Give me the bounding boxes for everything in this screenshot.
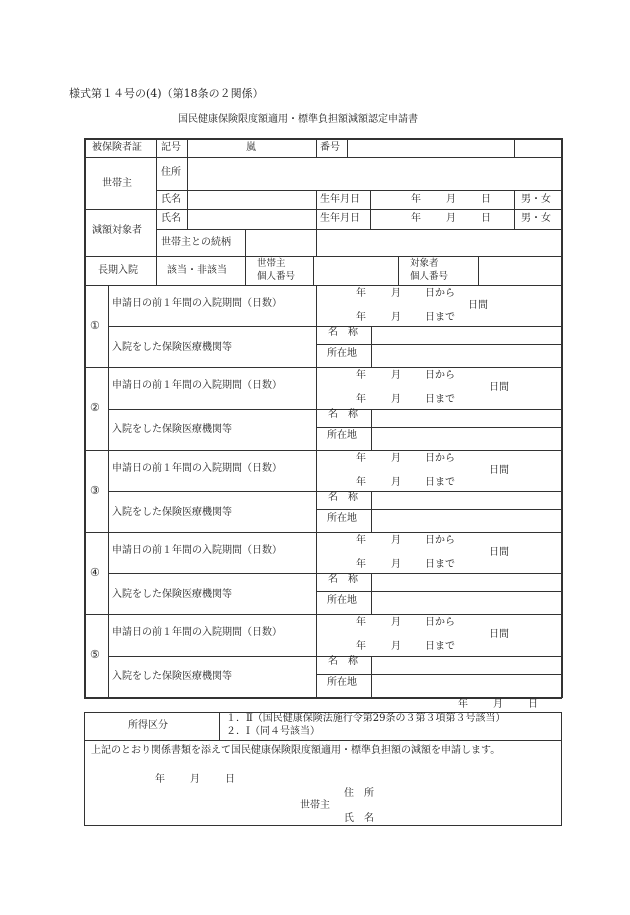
facility-label: 入院をした保険医療機関等: [112, 507, 232, 518]
income-label: 所得区分: [128, 720, 168, 731]
period-label: 申請日の前１年間の入院期間（日数）: [112, 627, 282, 638]
period-from-year: 年: [356, 453, 366, 464]
period-to-year: 年: [356, 641, 366, 652]
long-stay-label: 長期入院: [98, 265, 138, 276]
facility-location-label: 所在地: [327, 595, 357, 606]
sign-address-label: 住 所: [344, 788, 374, 799]
period-from-year: 年: [356, 288, 366, 299]
householder-gender[interactable]: 男・女: [521, 194, 551, 205]
form-number: 様式第１４号の(4)（第18条の２関係）: [69, 87, 264, 100]
period-to-month: 月: [391, 312, 401, 323]
householder-address-label: 住所: [161, 167, 181, 178]
block-number: ⑤: [90, 648, 100, 661]
period-days: 日間: [489, 629, 509, 640]
period-to: 日まで: [425, 477, 455, 488]
period-to: 日まで: [425, 559, 455, 570]
period-label: 申請日の前１年間の入院期間（日数）: [112, 380, 282, 391]
period-to: 日まで: [425, 641, 455, 652]
facility-location-label: 所在地: [327, 513, 357, 524]
target-id-label-2: 個人番号: [410, 271, 449, 282]
footer-date-year: 年: [458, 699, 468, 710]
period-to: 日まで: [425, 394, 455, 405]
target-gender[interactable]: 男・女: [521, 213, 551, 224]
period-from: 日から: [425, 535, 455, 546]
footer-date-day: 日: [528, 699, 538, 710]
period-label: 申請日の前１年間の入院期間（日数）: [112, 545, 282, 556]
householder-id-label-2: 個人番号: [257, 271, 296, 282]
period-to-month: 月: [391, 641, 401, 652]
declaration-text: 上記のとおり関係書類を添えて国民健康保険限度額適用・標準負担額の減額を申請します。: [91, 745, 501, 756]
period-from: 日から: [425, 370, 455, 381]
target-birth-month: 月: [446, 213, 456, 224]
period-days: 日間: [489, 547, 509, 558]
block-number: ②: [90, 401, 100, 414]
block-number: ①: [90, 319, 100, 332]
period-from-month: 月: [391, 617, 401, 628]
relation-label: 世帯主との続柄: [161, 237, 231, 248]
period-to-month: 月: [391, 477, 401, 488]
householder-birth-label: 生年月日: [320, 194, 360, 205]
block-number: ③: [90, 484, 100, 497]
facility-location-label: 所在地: [327, 677, 357, 688]
target-id-label-1: 対象者: [410, 258, 439, 269]
period-from-year: 年: [356, 617, 366, 628]
long-stay-applicable[interactable]: 該当・非該当: [167, 265, 227, 276]
facility-name-label: 名 称: [328, 327, 358, 338]
target-birth-day: 日: [481, 213, 491, 224]
page-title: 国民健康保険限度額適用・標準負担額減額認定申請書: [178, 114, 418, 125]
sign-month: 月: [190, 774, 200, 785]
target-birth-year: 年: [411, 213, 421, 224]
income-option-2[interactable]: ２．Ⅰ（同４号該当）: [226, 726, 320, 737]
target-label: 減額対象者: [92, 225, 142, 236]
period-from-month: 月: [391, 453, 401, 464]
period-to-month: 月: [391, 394, 401, 405]
target-name-label: 氏名: [161, 213, 181, 224]
income-option-1[interactable]: １．Ⅱ（国民健康保険法施行令第29条の３第３項第３号該当）: [226, 713, 506, 724]
period-from: 日から: [425, 288, 455, 299]
footer-date-month: 月: [493, 699, 503, 710]
period-to-month: 月: [391, 559, 401, 570]
period-from-year: 年: [356, 370, 366, 381]
period-days: 日間: [489, 382, 509, 393]
facility-label: 入院をした保険医療機関等: [112, 671, 232, 682]
period-days: 日間: [489, 465, 509, 476]
period-from-month: 月: [391, 288, 401, 299]
period-to-year: 年: [356, 559, 366, 570]
period-to-year: 年: [356, 477, 366, 488]
period-label: 申請日の前１年間の入院期間（日数）: [112, 298, 282, 309]
facility-label: 入院をした保険医療機関等: [112, 589, 232, 600]
period-to-year: 年: [356, 312, 366, 323]
period-to-year: 年: [356, 394, 366, 405]
facility-name-label: 名 称: [328, 409, 358, 420]
period-from: 日から: [425, 617, 455, 628]
facility-label: 入院をした保険医療機関等: [112, 342, 232, 353]
period-to: 日まで: [425, 312, 455, 323]
period-from-month: 月: [391, 370, 401, 381]
symbol-value[interactable]: 嵐: [246, 142, 256, 153]
householder-name-label: 氏名: [161, 194, 181, 205]
period-days: 日間: [468, 300, 488, 311]
sign-day: 日: [225, 774, 235, 785]
facility-name-label: 名 称: [328, 574, 358, 585]
target-birth-label: 生年月日: [320, 213, 360, 224]
period-label: 申請日の前１年間の入院期間（日数）: [112, 463, 282, 474]
period-from-month: 月: [391, 535, 401, 546]
householder-birth-day: 日: [481, 194, 491, 205]
householder-birth-month: 月: [446, 194, 456, 205]
householder-label: 世帯主: [102, 178, 132, 189]
sign-year: 年: [155, 774, 165, 785]
facility-location-label: 所在地: [327, 348, 357, 359]
number-label: 番号: [320, 142, 340, 153]
symbol-label: 記号: [161, 142, 181, 153]
facility-location-label: 所在地: [327, 430, 357, 441]
householder-id-label-1: 世帯主: [257, 258, 286, 269]
period-from-year: 年: [356, 535, 366, 546]
sign-householder-label: 世帯主: [300, 800, 330, 811]
insurance-card-label: 被保険者証: [92, 142, 142, 153]
facility-name-label: 名 称: [328, 656, 358, 667]
facility-name-label: 名 称: [328, 492, 358, 503]
block-number: ④: [90, 566, 100, 579]
householder-birth-year: 年: [411, 194, 421, 205]
period-from: 日から: [425, 453, 455, 464]
sign-name-label: 氏 名: [344, 813, 374, 824]
facility-label: 入院をした保険医療機関等: [112, 424, 232, 435]
